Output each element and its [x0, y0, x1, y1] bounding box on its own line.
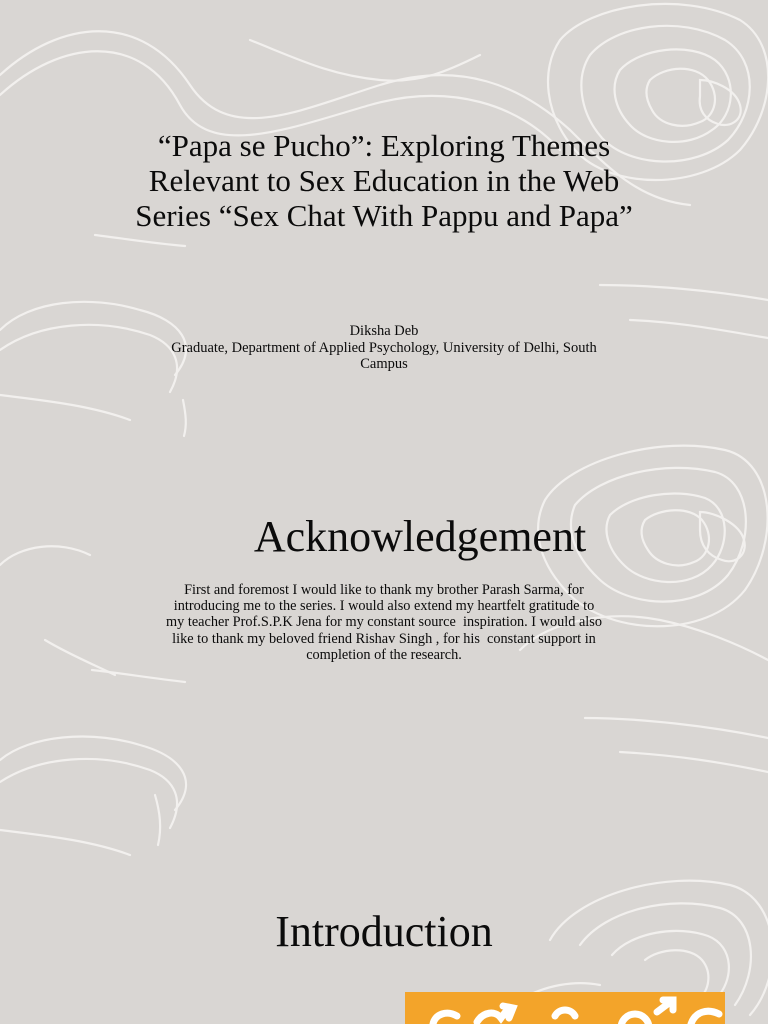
acknowledgement-line-2: introducing me to the series. I would also extend my heartfelt gratitude to — [173, 598, 595, 615]
introduction-heading: Introduction — [275, 907, 493, 956]
contour-line — [250, 40, 480, 81]
symbol-arc — [433, 1013, 457, 1024]
title-line-2: Relevant to Sex Education in the Web — [148, 163, 620, 198]
contour-line — [95, 235, 185, 246]
contour-line — [620, 752, 768, 772]
contour-line — [45, 640, 115, 675]
acknowledgement-body — [127, 582, 641, 663]
contour-line — [585, 718, 768, 738]
title-line-1: “Papa se Pucho”: Exploring Themes — [157, 128, 611, 163]
contour-line — [0, 395, 130, 420]
contour-line — [646, 69, 715, 126]
author-affiliation-line-2: Campus — [360, 356, 408, 372]
author-name: Diksha Deb — [349, 323, 419, 339]
symbol-hook — [555, 1010, 575, 1016]
paper-title — [84, 128, 684, 233]
symbol-hook — [477, 1006, 513, 1022]
contour-line — [0, 737, 186, 810]
acknowledgement-line-1: First and foremost I would like to thank my brother Parash Sarma, for — [184, 582, 584, 598]
contour-line — [0, 759, 177, 828]
acknowledgement-line-4: like to thank my beloved friend Rishav Singh , for his constant support in — [172, 630, 596, 647]
contour-line — [183, 400, 186, 436]
symbol-arrow — [657, 1000, 673, 1012]
acknowledgement-heading: Acknowledgement — [253, 512, 587, 561]
contour-line — [700, 80, 741, 125]
contour-line — [92, 670, 185, 682]
title-line-3: Series “Sex Chat With Pappu and Papa” — [135, 198, 633, 233]
contour-line — [155, 795, 160, 845]
contour-line — [0, 830, 130, 855]
symbol-arc — [691, 1011, 719, 1024]
acknowledgement-line-5: completion of the research. — [306, 646, 462, 663]
author-affiliation-line-1: Graduate, Department of Applied Psychology, University of Delhi, South — [171, 339, 597, 356]
symbol-circle — [621, 1014, 649, 1024]
acknowledgement-line-3: my teacher Prof.S.P.K Jena for my constant source inspiration. I would also — [166, 614, 602, 631]
gender-symbols-figure — [405, 992, 725, 1024]
contour-line — [600, 285, 768, 300]
author-block — [110, 323, 658, 373]
